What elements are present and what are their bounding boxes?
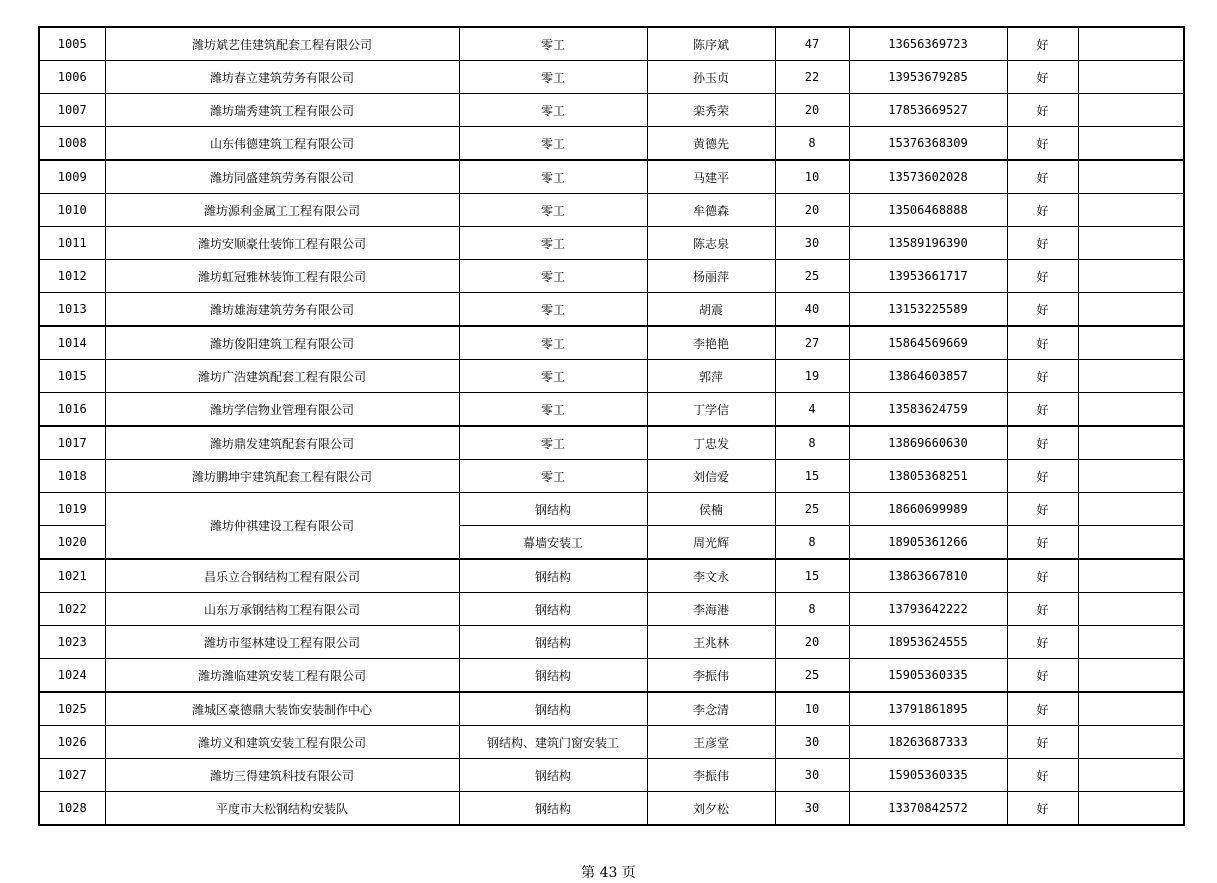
table-row [39,326,1184,360]
cell-count: 25 [775,493,849,526]
cell-type: 钢结构 [459,493,647,526]
cell-count: 20 [775,194,849,227]
cell-contact: 周光辉 [647,526,775,560]
cell-type: 零工 [459,94,647,127]
cell-phone: 13589196390 [849,227,1007,260]
table-row [39,127,1184,161]
cell-id: 1012 [39,260,105,293]
cell-contact: 李念清 [647,692,775,726]
cell-count: 22 [775,61,849,94]
cell-rating: 好 [1007,759,1078,792]
cell-phone: 18905361266 [849,526,1007,560]
cell-phone: 13656369723 [849,27,1007,61]
cell-contact: 郭萍 [647,360,775,393]
cell-id: 1024 [39,659,105,693]
cell-phone: 13791861895 [849,692,1007,726]
cell-phone: 15905360335 [849,759,1007,792]
cell-phone: 13583624759 [849,393,1007,427]
cell-note [1078,27,1184,61]
cell-count: 15 [775,460,849,493]
cell-id: 1006 [39,61,105,94]
cell-rating: 好 [1007,726,1078,759]
cell-type: 幕墙安装工 [459,526,647,560]
cell-company: 平度市大松钢结构安装队 [105,792,459,826]
cell-rating: 好 [1007,160,1078,194]
cell-contact: 栾秀荣 [647,94,775,127]
cell-type: 钢结构 [459,692,647,726]
cell-note [1078,593,1184,626]
cell-id: 1005 [39,27,105,61]
cell-type: 零工 [459,360,647,393]
cell-id: 1010 [39,194,105,227]
cell-type: 零工 [459,426,647,460]
cell-id: 1021 [39,559,105,593]
cell-type: 钢结构 [459,626,647,659]
cell-rating: 好 [1007,227,1078,260]
cell-company: 潍坊同盛建筑劳务有限公司 [105,160,459,194]
cell-type: 钢结构 [459,759,647,792]
cell-phone: 13864603857 [849,360,1007,393]
cell-rating: 好 [1007,626,1078,659]
cell-note [1078,393,1184,427]
cell-rating: 好 [1007,393,1078,427]
cell-rating: 好 [1007,526,1078,560]
cell-type: 零工 [459,61,647,94]
cell-rating: 好 [1007,293,1078,327]
cell-note [1078,659,1184,693]
cell-company: 潍坊三得建筑科技有限公司 [105,759,459,792]
cell-company: 潍坊学信物业管理有限公司 [105,393,459,427]
cell-company: 潍坊义和建筑安装工程有限公司 [105,726,459,759]
cell-type: 零工 [459,460,647,493]
table-row [39,426,1184,460]
cell-note [1078,61,1184,94]
table-row [39,293,1184,327]
cell-note [1078,493,1184,526]
cell-contact: 胡震 [647,293,775,327]
cell-note [1078,759,1184,792]
cell-company: 昌乐立合钢结构工程有限公司 [105,559,459,593]
table-row [39,559,1184,593]
table-row [39,360,1184,393]
cell-contact: 刘信爱 [647,460,775,493]
cell-rating: 好 [1007,27,1078,61]
cell-type: 零工 [459,194,647,227]
cell-count: 30 [775,227,849,260]
cell-type: 零工 [459,160,647,194]
cell-phone: 15905360335 [849,659,1007,693]
cell-phone: 15376368309 [849,127,1007,161]
cell-phone: 13370842572 [849,792,1007,826]
table-row [39,194,1184,227]
cell-rating: 好 [1007,260,1078,293]
cell-contact: 王彦堂 [647,726,775,759]
cell-contact: 陈序斌 [647,27,775,61]
cell-phone: 18953624555 [849,626,1007,659]
cell-contact: 李海港 [647,593,775,626]
cell-company: 山东伟德建筑工程有限公司 [105,127,459,161]
table-row [39,260,1184,293]
cell-id: 1023 [39,626,105,659]
cell-phone: 13869660630 [849,426,1007,460]
cell-id: 1027 [39,759,105,792]
cell-rating: 好 [1007,460,1078,493]
cell-company: 潍坊潍临建筑安装工程有限公司 [105,659,459,693]
cell-company: 潍坊广浩建筑配套工程有限公司 [105,360,459,393]
cell-note [1078,692,1184,726]
cell-phone: 13506468888 [849,194,1007,227]
cell-id: 1007 [39,94,105,127]
table-row [39,94,1184,127]
cell-rating: 好 [1007,194,1078,227]
cell-id: 1014 [39,326,105,360]
cell-id: 1011 [39,227,105,260]
cell-count: 30 [775,726,849,759]
cell-company: 潍坊仲祺建设工程有限公司 [105,493,459,560]
cell-count: 19 [775,360,849,393]
cell-contact: 丁忠发 [647,426,775,460]
cell-contact: 丁学信 [647,393,775,427]
cell-type: 钢结构 [459,593,647,626]
cell-phone: 18263687333 [849,726,1007,759]
cell-phone: 17853669527 [849,94,1007,127]
cell-count: 8 [775,127,849,161]
cell-phone: 13805368251 [849,460,1007,493]
cell-company: 潍坊鼎发建筑配套有限公司 [105,426,459,460]
cell-company: 潍坊瑞秀建筑工程有限公司 [105,94,459,127]
cell-contact: 李文永 [647,559,775,593]
cell-phone: 13863667810 [849,559,1007,593]
cell-type: 钢结构 [459,792,647,826]
cell-rating: 好 [1007,326,1078,360]
cell-contact: 王兆林 [647,626,775,659]
cell-note [1078,526,1184,560]
cell-note [1078,460,1184,493]
cell-contact: 牟德森 [647,194,775,227]
cell-id: 1022 [39,593,105,626]
cell-note [1078,160,1184,194]
cell-rating: 好 [1007,692,1078,726]
cell-rating: 好 [1007,659,1078,693]
table-row [39,61,1184,94]
table-row [39,759,1184,792]
cell-rating: 好 [1007,127,1078,161]
cell-count: 30 [775,792,849,826]
cell-count: 20 [775,94,849,127]
cell-phone: 13573602028 [849,160,1007,194]
cell-count: 8 [775,526,849,560]
cell-count: 4 [775,393,849,427]
cell-contact: 马建平 [647,160,775,194]
cell-rating: 好 [1007,94,1078,127]
cell-type: 零工 [459,127,647,161]
cell-note [1078,360,1184,393]
cell-phone: 13953661717 [849,260,1007,293]
cell-company: 潍坊市玺林建设工程有限公司 [105,626,459,659]
cell-id: 1020 [39,526,105,560]
cell-id: 1019 [39,493,105,526]
cell-id: 1008 [39,127,105,161]
cell-contact: 孙玉贞 [647,61,775,94]
cell-id: 1025 [39,692,105,726]
table-row [39,160,1184,194]
cell-company: 潍坊安顺豪仕装饰工程有限公司 [105,227,459,260]
cell-rating: 好 [1007,61,1078,94]
cell-phone: 13953679285 [849,61,1007,94]
table-row [39,493,1184,526]
cell-count: 8 [775,593,849,626]
cell-type: 零工 [459,326,647,360]
cell-type: 零工 [459,260,647,293]
table-row [39,227,1184,260]
cell-id: 1015 [39,360,105,393]
contractor-table [38,26,1185,826]
cell-contact: 李振伟 [647,759,775,792]
cell-rating: 好 [1007,559,1078,593]
cell-phone: 15864569669 [849,326,1007,360]
cell-count: 25 [775,659,849,693]
table-row [39,393,1184,427]
table-row [39,659,1184,693]
cell-phone: 18660699989 [849,493,1007,526]
cell-note [1078,792,1184,826]
cell-company: 潍坊雄海建筑劳务有限公司 [105,293,459,327]
cell-type: 零工 [459,27,647,61]
cell-count: 27 [775,326,849,360]
cell-contact: 陈志泉 [647,227,775,260]
cell-phone: 13793642222 [849,593,1007,626]
cell-phone: 13153225589 [849,293,1007,327]
cell-note [1078,260,1184,293]
table-row [39,460,1184,493]
cell-note [1078,559,1184,593]
cell-type: 钢结构 [459,559,647,593]
cell-id: 1026 [39,726,105,759]
cell-id: 1028 [39,792,105,826]
cell-contact: 李振伟 [647,659,775,693]
cell-id: 1016 [39,393,105,427]
cell-note [1078,426,1184,460]
cell-count: 47 [775,27,849,61]
cell-company: 山东万承钢结构工程有限公司 [105,593,459,626]
cell-count: 10 [775,160,849,194]
table-row [39,626,1184,659]
cell-company: 潍坊源利金属工工程有限公司 [105,194,459,227]
cell-id: 1017 [39,426,105,460]
cell-id: 1018 [39,460,105,493]
cell-count: 25 [775,260,849,293]
cell-company: 潍城区豪德鼎大装饰安装制作中心 [105,692,459,726]
table-row [39,692,1184,726]
cell-note [1078,227,1184,260]
cell-contact: 李艳艳 [647,326,775,360]
cell-count: 10 [775,692,849,726]
cell-id: 1013 [39,293,105,327]
cell-count: 8 [775,426,849,460]
cell-rating: 好 [1007,593,1078,626]
cell-rating: 好 [1007,360,1078,393]
table-row [39,593,1184,626]
cell-count: 20 [775,626,849,659]
page-number: 第 43 页 [581,865,636,881]
cell-contact: 杨丽萍 [647,260,775,293]
cell-note [1078,94,1184,127]
cell-company: 潍坊斌艺佳建筑配套工程有限公司 [105,27,459,61]
cell-note [1078,293,1184,327]
cell-rating: 好 [1007,426,1078,460]
cell-note [1078,326,1184,360]
cell-type: 零工 [459,227,647,260]
cell-contact: 刘夕松 [647,792,775,826]
cell-type: 零工 [459,393,647,427]
cell-count: 40 [775,293,849,327]
table-row [39,792,1184,826]
cell-company: 潍坊虹冠雅林装饰工程有限公司 [105,260,459,293]
cell-note [1078,626,1184,659]
cell-company: 潍坊俊阳建筑工程有限公司 [105,326,459,360]
cell-note [1078,127,1184,161]
cell-note [1078,726,1184,759]
cell-id: 1009 [39,160,105,194]
cell-contact: 黄德先 [647,127,775,161]
cell-company: 潍坊鹏坤宇建筑配套工程有限公司 [105,460,459,493]
table-row [39,726,1184,759]
cell-contact: 侯楠 [647,493,775,526]
table-body [39,27,1184,825]
cell-type: 钢结构 [459,659,647,693]
cell-type: 零工 [459,293,647,327]
cell-rating: 好 [1007,792,1078,826]
cell-rating: 好 [1007,493,1078,526]
table-row [39,27,1184,61]
cell-company: 潍坊春立建筑劳务有限公司 [105,61,459,94]
cell-type: 钢结构、建筑门窗安装工 [459,726,647,759]
cell-note [1078,194,1184,227]
cell-count: 15 [775,559,849,593]
cell-count: 30 [775,759,849,792]
